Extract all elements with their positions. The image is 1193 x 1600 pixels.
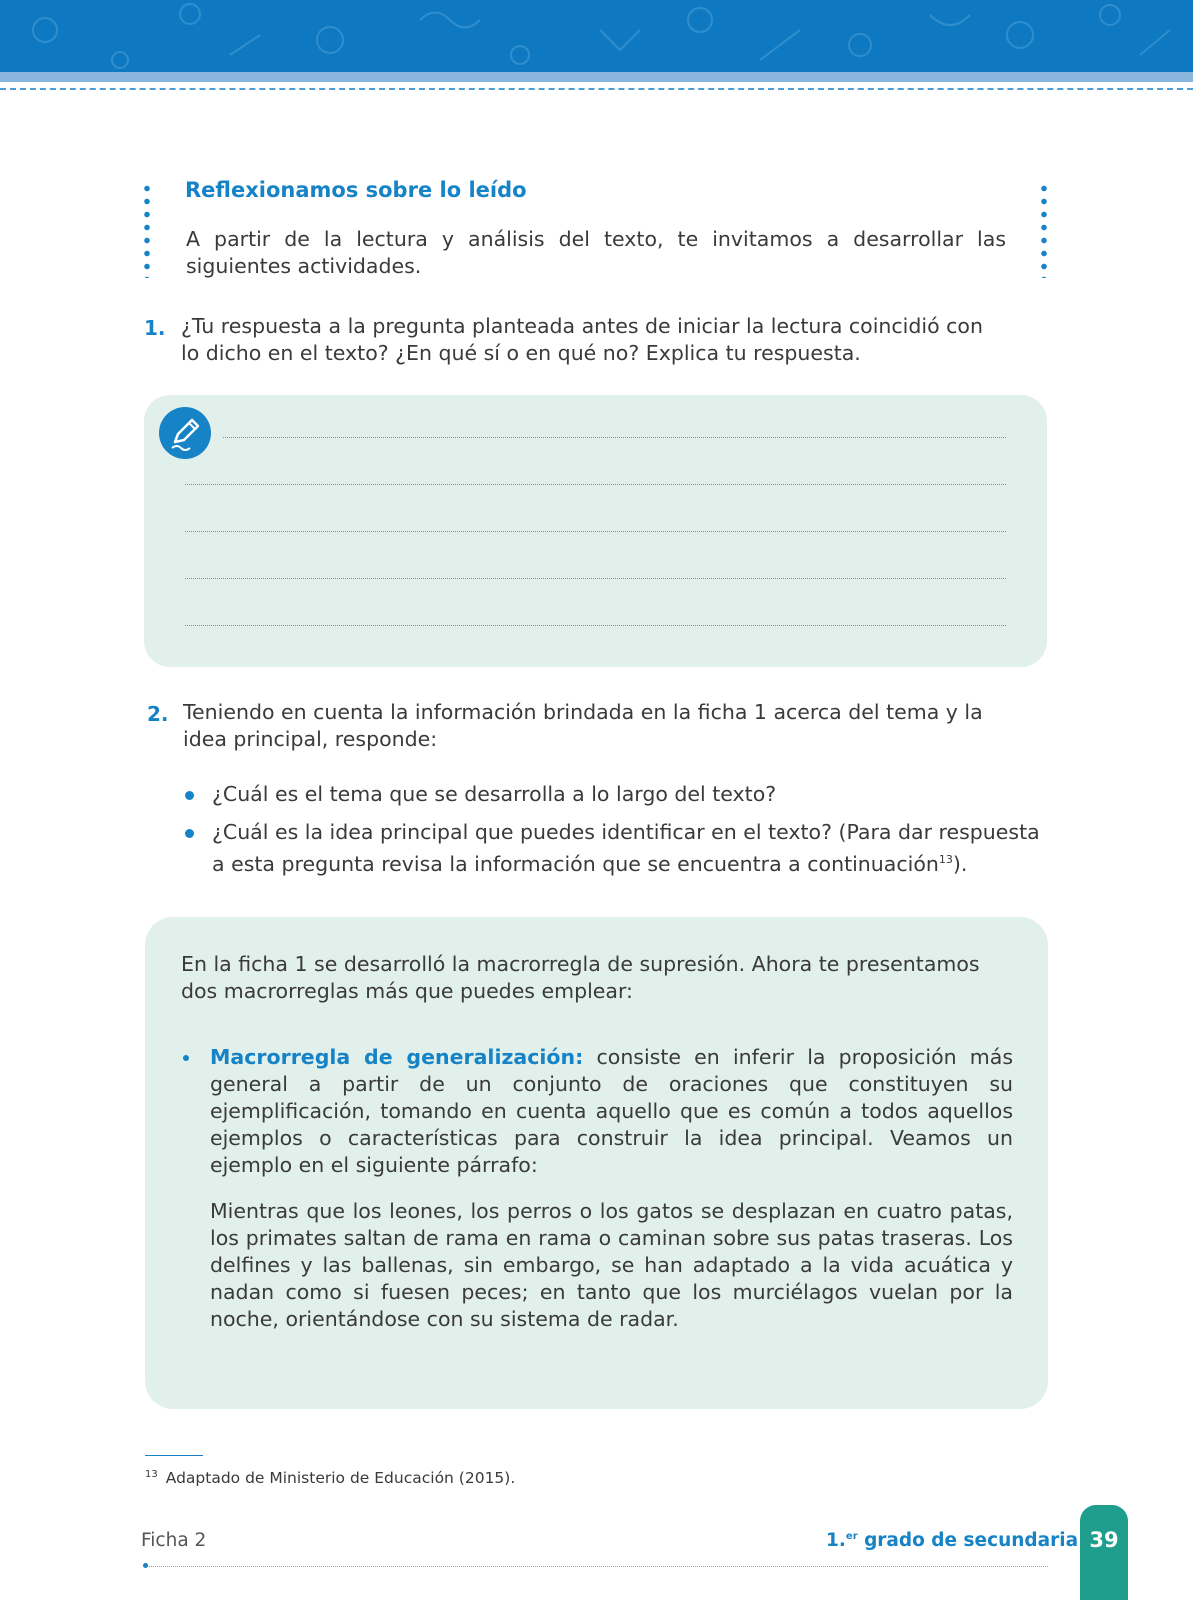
- answer-line-2[interactable]: [185, 484, 1006, 485]
- footnote-ref[interactable]: 13: [938, 853, 953, 866]
- info-intro-line-1: En la ficha 1 se desarrolló la macrorregla de supresión. Ahora te presentamos: [181, 952, 980, 976]
- example-paragraph: Mientras que los leones, los perros o los gatos se desplazan en cuatro patas, los primates saltan de rama en rama o caminan sobre sus patas traseras. Los delfines y las ballenas, sin embargo, se han adaptado a la vida acuática y nadan como si fuesen peces; en tanto que los murciélagos vuelan por la noche, orientándose con su sistema de radar.: [210, 1199, 1013, 1331]
- bullet-icon: [185, 791, 194, 800]
- footer-dot-icon: [143, 1563, 148, 1568]
- header-banner: [0, 0, 1193, 72]
- dotted-border-right: [1041, 182, 1047, 278]
- pencil-icon: [159, 407, 211, 459]
- question-1-number: 1.: [144, 316, 166, 340]
- answer-line-3[interactable]: [185, 531, 1006, 532]
- answer-line-1[interactable]: [223, 437, 1006, 438]
- section-title: Reflexionamos sobre lo leído: [185, 178, 527, 202]
- question-2-bullet-1: ¿Cuál es el tema que se desarrolla a lo largo del texto?: [212, 782, 777, 806]
- question-2-bullet-2-line-1: ¿Cuál es la idea principal que puedes identificar en el texto? (Para dar respuesta: [212, 820, 1040, 844]
- bullet-icon: [185, 829, 194, 838]
- macrorule-generalization: Macrorregla de generalización: consiste en inferir la proposición más general a partir de un conjunto de oraciones que constituyen su ejemplificación, tomando en cuenta aquello que es común a todos aquellos ejemplos o características para construir la idea principal. Veamos un ejemplo en el siguiente párrafo:: [210, 1045, 1013, 1177]
- question-2-line-1: Teniendo en cuenta la información brindada en la ficha 1 acerca del tema y la: [183, 700, 983, 724]
- question-2-number: 2.: [147, 702, 169, 726]
- dotted-border-left: [144, 182, 150, 278]
- page-number: 39: [1089, 1528, 1119, 1552]
- answer-line-4[interactable]: [185, 578, 1006, 579]
- bullet-icon: [183, 1055, 189, 1061]
- question-1-line-2: lo dicho en el texto? ¿En qué sí o en qué no? Explica tu respuesta.: [181, 341, 861, 365]
- header-divider: [0, 88, 1193, 90]
- question-2-bullet-2-line-2: a esta pregunta revisa la información que se encuentra a continuación$^{13}$).: [212, 851, 968, 876]
- question-1-line-1: ¿Tu respuesta a la pregunta planteada antes de iniciar la lectura coincidió con: [181, 314, 983, 338]
- doodle-pattern-icon: [0, 0, 1193, 72]
- header-strip: [0, 72, 1193, 82]
- question-2-line-2: idea principal, responde:: [183, 727, 438, 751]
- footer-sheet-label: Ficha 2: [141, 1530, 207, 1551]
- macrorule-name: Macrorregla de generalización:: [210, 1045, 584, 1069]
- footer-divider: [145, 1566, 1048, 1567]
- page-number-tab: [1080, 1505, 1128, 1600]
- footnote: $^{13}$ Adaptado de Ministerio de Educación (2015).: [145, 1469, 516, 1488]
- answer-line-5[interactable]: [185, 625, 1006, 626]
- section-intro: A partir de la lectura y análisis del texto, te invitamos a desarrollar las siguientes actividades.: [186, 227, 1006, 278]
- footnote-divider: [145, 1455, 203, 1456]
- footer-grade-label: 1.$^{er}$ grado de secundaria: [826, 1530, 1079, 1551]
- info-intro-line-2: dos macrorreglas más que puedes emplear:: [181, 979, 633, 1003]
